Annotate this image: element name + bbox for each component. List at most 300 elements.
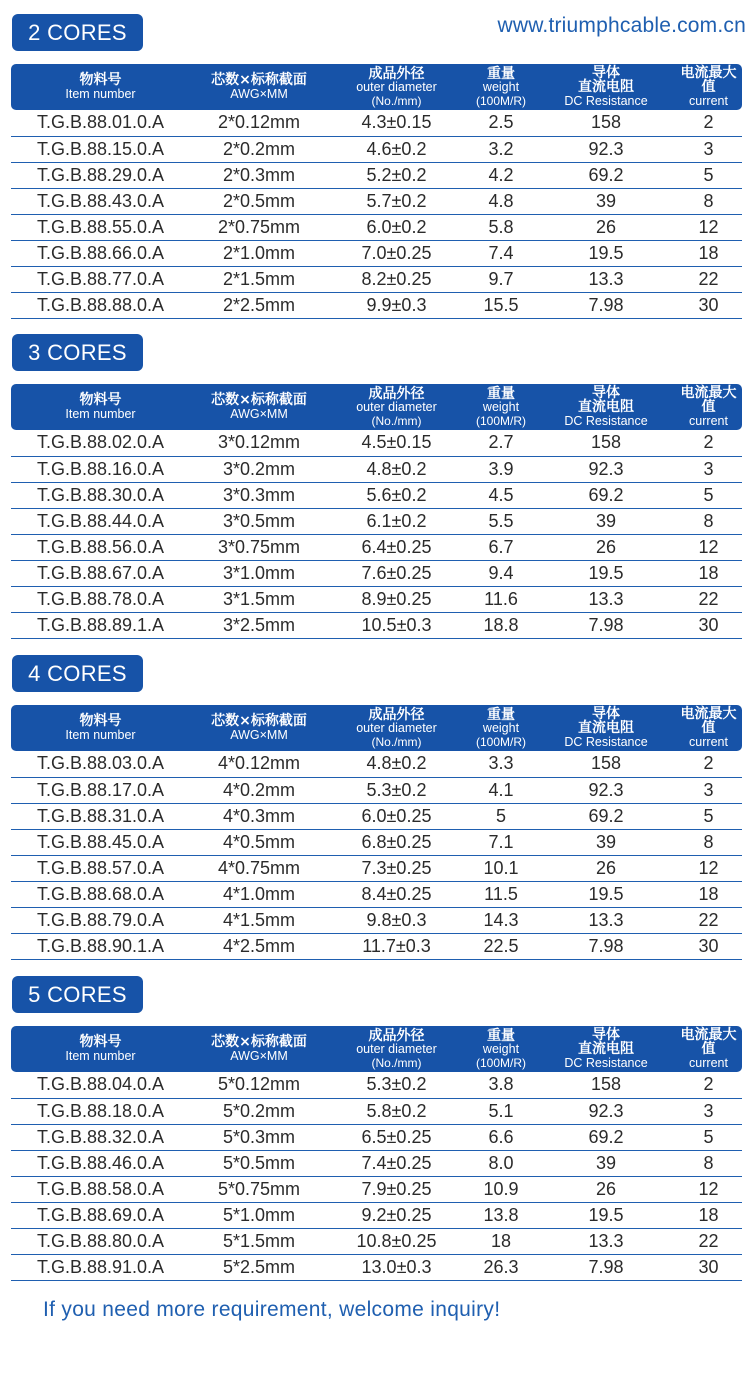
table-header-row: [11, 705, 742, 751]
header-item-number-label: 物料号: [79, 72, 122, 89]
cell-max-current: 18: [675, 240, 742, 266]
cell-item-number: T.G.B.88.80.0.A: [11, 1228, 190, 1254]
cell-dc-resistance: 19.5: [537, 240, 675, 266]
cell-outer-diameter: 13.0±0.3: [328, 1254, 465, 1280]
header-item-number-label: 物料号: [79, 1034, 122, 1051]
cell-outer-diameter: 7.6±0.25: [328, 560, 465, 586]
cell-dc-resistance: 26: [537, 855, 675, 881]
cell-core-spec: 2*1.5mm: [190, 266, 328, 292]
table-row: [11, 1228, 742, 1254]
cell-weight: 4.5: [465, 482, 537, 508]
cell-item-number: T.G.B.88.30.0.A: [11, 482, 190, 508]
header-core-spec-label: AWG×MM: [230, 406, 288, 421]
header-outer-diameter-label: 成品外径: [368, 706, 425, 723]
cell-max-current: 12: [675, 534, 742, 560]
table-row: [11, 508, 742, 534]
table-row: [11, 829, 742, 855]
header-weight-label: 重量: [487, 65, 515, 82]
cell-item-number: T.G.B.88.29.0.A: [11, 162, 190, 188]
cell-max-current: 5: [675, 1124, 742, 1150]
cell-weight: 3.8: [465, 1072, 537, 1098]
header-item-number: [11, 64, 190, 110]
cell-item-number: T.G.B.88.90.1.A: [11, 933, 190, 959]
header-outer-diameter-label: 成品外径: [368, 1027, 425, 1044]
cell-outer-diameter: 5.3±0.2: [328, 777, 465, 803]
header-weight: [465, 1026, 537, 1072]
table-row: [11, 136, 742, 162]
cell-outer-diameter: 8.2±0.25: [328, 266, 465, 292]
cell-item-number: T.G.B.88.02.0.A: [11, 430, 190, 456]
table-row: [11, 586, 742, 612]
cell-core-spec: 4*0.12mm: [190, 751, 328, 777]
cell-dc-resistance: 19.5: [537, 560, 675, 586]
spec-table: [11, 64, 742, 319]
header-max-current-label: 电流最大值: [680, 705, 737, 737]
cell-max-current: 5: [675, 482, 742, 508]
cell-outer-diameter: 10.5±0.3: [328, 612, 465, 638]
cell-dc-resistance: 39: [537, 188, 675, 214]
header-weight-label: 重量: [487, 385, 515, 402]
header-weight: [465, 384, 537, 430]
header-item-number-label: Item number: [65, 727, 136, 742]
cell-weight: 18.8: [465, 612, 537, 638]
table-row: [11, 803, 742, 829]
header-core-spec: [190, 1026, 328, 1072]
header-weight-label: (100M/R): [475, 93, 526, 108]
header-item-number-label: Item number: [65, 406, 136, 421]
table-row: [11, 777, 742, 803]
cell-core-spec: 3*2.5mm: [190, 612, 328, 638]
table-row: [11, 214, 742, 240]
header-max-current: [675, 384, 742, 430]
cell-weight: 14.3: [465, 907, 537, 933]
cell-outer-diameter: 7.4±0.25: [328, 1150, 465, 1176]
cell-core-spec: 4*1.0mm: [190, 881, 328, 907]
cell-core-spec: 3*0.5mm: [190, 508, 328, 534]
header-dc-resistance-label: DC Resistance: [564, 1056, 648, 1071]
cell-weight: 26.3: [465, 1254, 537, 1280]
header-dc-resistance-label: 导体: [592, 1026, 620, 1043]
cell-max-current: 2: [675, 751, 742, 777]
cell-dc-resistance: 92.3: [537, 136, 675, 162]
cell-item-number: T.G.B.88.55.0.A: [11, 214, 190, 240]
cell-core-spec: 2*0.5mm: [190, 188, 328, 214]
header-outer-diameter: [328, 705, 465, 751]
header-outer-diameter-label: outer diameter: [356, 80, 437, 95]
cell-weight: 5.5: [465, 508, 537, 534]
cell-core-spec: 4*2.5mm: [190, 933, 328, 959]
cell-max-current: 3: [675, 777, 742, 803]
cell-max-current: 18: [675, 1202, 742, 1228]
cell-dc-resistance: 13.3: [537, 586, 675, 612]
table-row: [11, 162, 742, 188]
cell-item-number: T.G.B.88.45.0.A: [11, 829, 190, 855]
table-row: [11, 933, 742, 959]
cell-core-spec: 5*2.5mm: [190, 1254, 328, 1280]
cell-max-current: 8: [675, 1150, 742, 1176]
cell-max-current: 30: [675, 1254, 742, 1280]
cell-outer-diameter: 4.8±0.2: [328, 456, 465, 482]
cell-dc-resistance: 158: [537, 430, 675, 456]
header-outer-diameter-label: outer diameter: [356, 1042, 437, 1057]
header-item-number-label: 物料号: [79, 713, 122, 730]
spec-table: [11, 384, 742, 639]
cell-item-number: T.G.B.88.88.0.A: [11, 292, 190, 318]
header-core-spec: [190, 705, 328, 751]
table-row: [11, 560, 742, 586]
header-item-number: [11, 705, 190, 751]
header-outer-diameter: [328, 64, 465, 110]
header-outer-diameter-label: 成品外径: [368, 65, 425, 82]
header-dc-resistance-label: DC Resistance: [564, 414, 648, 429]
cell-weight: 7.4: [465, 240, 537, 266]
cell-item-number: T.G.B.88.66.0.A: [11, 240, 190, 266]
table-row: [11, 1098, 742, 1124]
cell-item-number: T.G.B.88.69.0.A: [11, 1202, 190, 1228]
cell-outer-diameter: 5.3±0.2: [328, 1072, 465, 1098]
header-max-current-label: current: [689, 94, 728, 109]
cell-item-number: T.G.B.88.79.0.A: [11, 907, 190, 933]
cell-outer-diameter: 5.8±0.2: [328, 1098, 465, 1124]
cell-core-spec: 5*1.5mm: [190, 1228, 328, 1254]
cell-outer-diameter: 7.0±0.25: [328, 240, 465, 266]
cell-core-spec: 2*0.75mm: [190, 214, 328, 240]
table-row: [11, 1150, 742, 1176]
table-row: [11, 751, 742, 777]
cell-core-spec: 5*0.75mm: [190, 1176, 328, 1202]
cell-dc-resistance: 26: [537, 1176, 675, 1202]
cell-outer-diameter: 6.0±0.2: [328, 214, 465, 240]
cell-weight: 9.7: [465, 266, 537, 292]
cell-dc-resistance: 39: [537, 829, 675, 855]
site-url[interactable]: www.triumphcable.com.cn: [497, 14, 746, 37]
cell-max-current: 30: [675, 612, 742, 638]
section-title: 3 CORES: [12, 334, 143, 371]
cell-outer-diameter: 6.1±0.2: [328, 508, 465, 534]
header-weight-label: weight: [482, 80, 520, 95]
cell-weight: 4.8: [465, 188, 537, 214]
cell-core-spec: 2*1.0mm: [190, 240, 328, 266]
cell-item-number: T.G.B.88.32.0.A: [11, 1124, 190, 1150]
cell-core-spec: 5*0.12mm: [190, 1072, 328, 1098]
cell-outer-diameter: 5.2±0.2: [328, 162, 465, 188]
header-core-spec-label: AWG×MM: [230, 1048, 288, 1063]
header-dc-resistance: [537, 705, 675, 751]
cell-core-spec: 4*0.5mm: [190, 829, 328, 855]
header-weight-label: (100M/R): [475, 413, 526, 428]
cell-max-current: 5: [675, 162, 742, 188]
table-row: [11, 456, 742, 482]
cell-item-number: T.G.B.88.44.0.A: [11, 508, 190, 534]
cell-outer-diameter: 5.7±0.2: [328, 188, 465, 214]
header-outer-diameter-label: (No./mm): [371, 1055, 422, 1070]
table-row: [11, 1176, 742, 1202]
header-max-current-label: 电流最大值: [680, 64, 737, 96]
cell-item-number: T.G.B.88.56.0.A: [11, 534, 190, 560]
header-dc-resistance-label: 直流电阻: [578, 720, 634, 737]
header-max-current-label: current: [689, 414, 728, 429]
cell-dc-resistance: 39: [537, 1150, 675, 1176]
cell-outer-diameter: 10.8±0.25: [328, 1228, 465, 1254]
table-row: [11, 240, 742, 266]
header-weight-label: weight: [482, 721, 520, 736]
header-weight: [465, 64, 537, 110]
header-core-spec: [190, 64, 328, 110]
cell-outer-diameter: 7.9±0.25: [328, 1176, 465, 1202]
cell-max-current: 2: [675, 110, 742, 136]
cell-dc-resistance: 7.98: [537, 933, 675, 959]
cell-dc-resistance: 13.3: [537, 907, 675, 933]
table-header-row: [11, 384, 742, 430]
inquiry-note: If you need more requirement, welcome inquiry!: [43, 1298, 501, 1321]
header-weight-label: (100M/R): [475, 734, 526, 749]
cell-item-number: T.G.B.88.16.0.A: [11, 456, 190, 482]
cell-weight: 4.2: [465, 162, 537, 188]
cell-outer-diameter: 9.9±0.3: [328, 292, 465, 318]
cell-outer-diameter: 6.8±0.25: [328, 829, 465, 855]
cell-core-spec: 2*0.3mm: [190, 162, 328, 188]
cell-core-spec: 5*0.2mm: [190, 1098, 328, 1124]
cell-core-spec: 5*0.5mm: [190, 1150, 328, 1176]
header-core-spec-label: AWG×MM: [230, 727, 288, 742]
header-core-spec-label: AWG×MM: [230, 86, 288, 101]
cell-max-current: 12: [675, 855, 742, 881]
cell-core-spec: 3*0.2mm: [190, 456, 328, 482]
cell-item-number: T.G.B.88.18.0.A: [11, 1098, 190, 1124]
header-core-spec-label: 芯数×标称截面: [211, 1034, 307, 1051]
cell-weight: 3.9: [465, 456, 537, 482]
cell-dc-resistance: 69.2: [537, 1124, 675, 1150]
table-row: [11, 188, 742, 214]
header-outer-diameter-label: outer diameter: [356, 400, 437, 415]
header-dc-resistance-label: 导体: [592, 64, 620, 81]
cell-max-current: 18: [675, 881, 742, 907]
section-title: 4 CORES: [12, 655, 143, 692]
header-item-number-label: Item number: [65, 86, 136, 101]
cell-item-number: T.G.B.88.43.0.A: [11, 188, 190, 214]
cell-core-spec: 5*1.0mm: [190, 1202, 328, 1228]
table-row: [11, 110, 742, 136]
header-max-current-label: 电流最大值: [680, 384, 737, 416]
cell-dc-resistance: 158: [537, 110, 675, 136]
table-row: [11, 266, 742, 292]
header-weight-label: 重量: [487, 1027, 515, 1044]
header-max-current: [675, 64, 742, 110]
cell-max-current: 5: [675, 803, 742, 829]
header-item-number: [11, 1026, 190, 1072]
cell-max-current: 3: [675, 136, 742, 162]
cell-item-number: T.G.B.88.15.0.A: [11, 136, 190, 162]
table-row: [11, 1254, 742, 1280]
cell-core-spec: 3*0.12mm: [190, 430, 328, 456]
cell-dc-resistance: 7.98: [537, 1254, 675, 1280]
cell-dc-resistance: 69.2: [537, 162, 675, 188]
cell-item-number: T.G.B.88.46.0.A: [11, 1150, 190, 1176]
table-row: [11, 855, 742, 881]
header-weight-label: weight: [482, 1042, 520, 1057]
header-weight-label: weight: [482, 400, 520, 415]
cell-outer-diameter: 9.8±0.3: [328, 907, 465, 933]
cell-outer-diameter: 6.0±0.25: [328, 803, 465, 829]
cell-weight: 18: [465, 1228, 537, 1254]
header-dc-resistance: [537, 384, 675, 430]
cell-core-spec: 4*0.3mm: [190, 803, 328, 829]
cell-dc-resistance: 69.2: [537, 482, 675, 508]
cell-item-number: T.G.B.88.78.0.A: [11, 586, 190, 612]
header-dc-resistance-label: DC Resistance: [564, 735, 648, 750]
table-row: [11, 1124, 742, 1150]
cell-item-number: T.G.B.88.01.0.A: [11, 110, 190, 136]
cell-dc-resistance: 19.5: [537, 1202, 675, 1228]
cell-max-current: 30: [675, 933, 742, 959]
table-row: [11, 612, 742, 638]
cell-outer-diameter: 8.4±0.25: [328, 881, 465, 907]
header-outer-diameter-label: outer diameter: [356, 721, 437, 736]
cell-max-current: 12: [675, 214, 742, 240]
cell-weight: 5: [465, 803, 537, 829]
cell-weight: 11.5: [465, 881, 537, 907]
cell-dc-resistance: 26: [537, 534, 675, 560]
header-core-spec-label: 芯数×标称截面: [211, 392, 307, 409]
header-outer-diameter-label: (No./mm): [371, 734, 422, 749]
table-header-row: [11, 1026, 742, 1072]
header-item-number-label: 物料号: [79, 392, 122, 409]
table-row: [11, 534, 742, 560]
cell-max-current: 18: [675, 560, 742, 586]
cell-weight: 2.7: [465, 430, 537, 456]
cell-max-current: 12: [675, 1176, 742, 1202]
cell-dc-resistance: 13.3: [537, 266, 675, 292]
header-core-spec: [190, 384, 328, 430]
cell-core-spec: 3*0.3mm: [190, 482, 328, 508]
cell-weight: 5.1: [465, 1098, 537, 1124]
header-outer-diameter-label: (No./mm): [371, 93, 422, 108]
cell-core-spec: 4*1.5mm: [190, 907, 328, 933]
header-max-current-label: 电流最大值: [680, 1026, 737, 1058]
cell-outer-diameter: 6.5±0.25: [328, 1124, 465, 1150]
cell-weight: 22.5: [465, 933, 537, 959]
table-row: [11, 292, 742, 318]
cell-dc-resistance: 158: [537, 751, 675, 777]
cell-item-number: T.G.B.88.77.0.A: [11, 266, 190, 292]
cell-weight: 15.5: [465, 292, 537, 318]
cell-weight: 13.8: [465, 1202, 537, 1228]
header-max-current-label: current: [689, 1056, 728, 1071]
cell-dc-resistance: 26: [537, 214, 675, 240]
spec-table: [11, 1026, 742, 1281]
cell-outer-diameter: 5.6±0.2: [328, 482, 465, 508]
cell-dc-resistance: 69.2: [537, 803, 675, 829]
cell-max-current: 22: [675, 1228, 742, 1254]
cell-weight: 10.9: [465, 1176, 537, 1202]
header-max-current: [675, 705, 742, 751]
header-item-number: [11, 384, 190, 430]
cell-max-current: 8: [675, 188, 742, 214]
section-title: 5 CORES: [12, 976, 143, 1013]
cell-weight: 6.6: [465, 1124, 537, 1150]
header-dc-resistance: [537, 64, 675, 110]
cell-core-spec: 5*0.3mm: [190, 1124, 328, 1150]
table-row: [11, 482, 742, 508]
cell-max-current: 3: [675, 456, 742, 482]
cell-max-current: 8: [675, 508, 742, 534]
cell-weight: 7.1: [465, 829, 537, 855]
cell-outer-diameter: 4.3±0.15: [328, 110, 465, 136]
cell-max-current: 22: [675, 266, 742, 292]
cell-dc-resistance: 13.3: [537, 1228, 675, 1254]
cell-outer-diameter: 4.5±0.15: [328, 430, 465, 456]
section-title: 2 CORES: [12, 14, 143, 51]
cell-item-number: T.G.B.88.67.0.A: [11, 560, 190, 586]
cell-max-current: 22: [675, 586, 742, 612]
cell-weight: 3.3: [465, 751, 537, 777]
cell-core-spec: 2*2.5mm: [190, 292, 328, 318]
spec-table: [11, 705, 742, 960]
cell-outer-diameter: 11.7±0.3: [328, 933, 465, 959]
header-max-current-label: current: [689, 735, 728, 750]
header-core-spec-label: 芯数×标称截面: [211, 72, 307, 89]
cell-max-current: 2: [675, 430, 742, 456]
header-weight: [465, 705, 537, 751]
cell-max-current: 22: [675, 907, 742, 933]
header-dc-resistance-label: 导体: [592, 384, 620, 401]
cell-dc-resistance: 92.3: [537, 1098, 675, 1124]
cell-dc-resistance: 92.3: [537, 456, 675, 482]
cell-core-spec: 3*0.75mm: [190, 534, 328, 560]
cell-core-spec: 3*1.5mm: [190, 586, 328, 612]
cell-item-number: T.G.B.88.57.0.A: [11, 855, 190, 881]
cell-weight: 5.8: [465, 214, 537, 240]
cell-dc-resistance: 7.98: [537, 292, 675, 318]
cell-outer-diameter: 9.2±0.25: [328, 1202, 465, 1228]
cell-item-number: T.G.B.88.68.0.A: [11, 881, 190, 907]
header-weight-label: (100M/R): [475, 1055, 526, 1070]
header-dc-resistance-label: 直流电阻: [578, 1041, 634, 1058]
cell-weight: 11.6: [465, 586, 537, 612]
header-item-number-label: Item number: [65, 1048, 136, 1063]
cell-item-number: T.G.B.88.17.0.A: [11, 777, 190, 803]
cell-outer-diameter: 4.6±0.2: [328, 136, 465, 162]
cell-core-spec: 4*0.2mm: [190, 777, 328, 803]
header-dc-resistance-label: DC Resistance: [564, 94, 648, 109]
table-row: [11, 907, 742, 933]
cell-max-current: 2: [675, 1072, 742, 1098]
cell-outer-diameter: 8.9±0.25: [328, 586, 465, 612]
cell-outer-diameter: 6.4±0.25: [328, 534, 465, 560]
table-row: [11, 1072, 742, 1098]
cell-weight: 9.4: [465, 560, 537, 586]
cell-item-number: T.G.B.88.58.0.A: [11, 1176, 190, 1202]
cell-dc-resistance: 158: [537, 1072, 675, 1098]
cell-dc-resistance: 39: [537, 508, 675, 534]
cell-item-number: T.G.B.88.03.0.A: [11, 751, 190, 777]
table-row: [11, 430, 742, 456]
header-dc-resistance-label: 直流电阻: [578, 79, 634, 96]
cell-item-number: T.G.B.88.89.1.A: [11, 612, 190, 638]
cell-dc-resistance: 7.98: [537, 612, 675, 638]
cell-weight: 3.2: [465, 136, 537, 162]
cell-max-current: 30: [675, 292, 742, 318]
table-row: [11, 881, 742, 907]
header-dc-resistance: [537, 1026, 675, 1072]
cell-weight: 8.0: [465, 1150, 537, 1176]
cell-max-current: 8: [675, 829, 742, 855]
header-outer-diameter-label: (No./mm): [371, 413, 422, 428]
header-outer-diameter: [328, 384, 465, 430]
header-dc-resistance-label: 直流电阻: [578, 399, 634, 416]
cell-core-spec: 2*0.2mm: [190, 136, 328, 162]
table-header-row: [11, 64, 742, 110]
